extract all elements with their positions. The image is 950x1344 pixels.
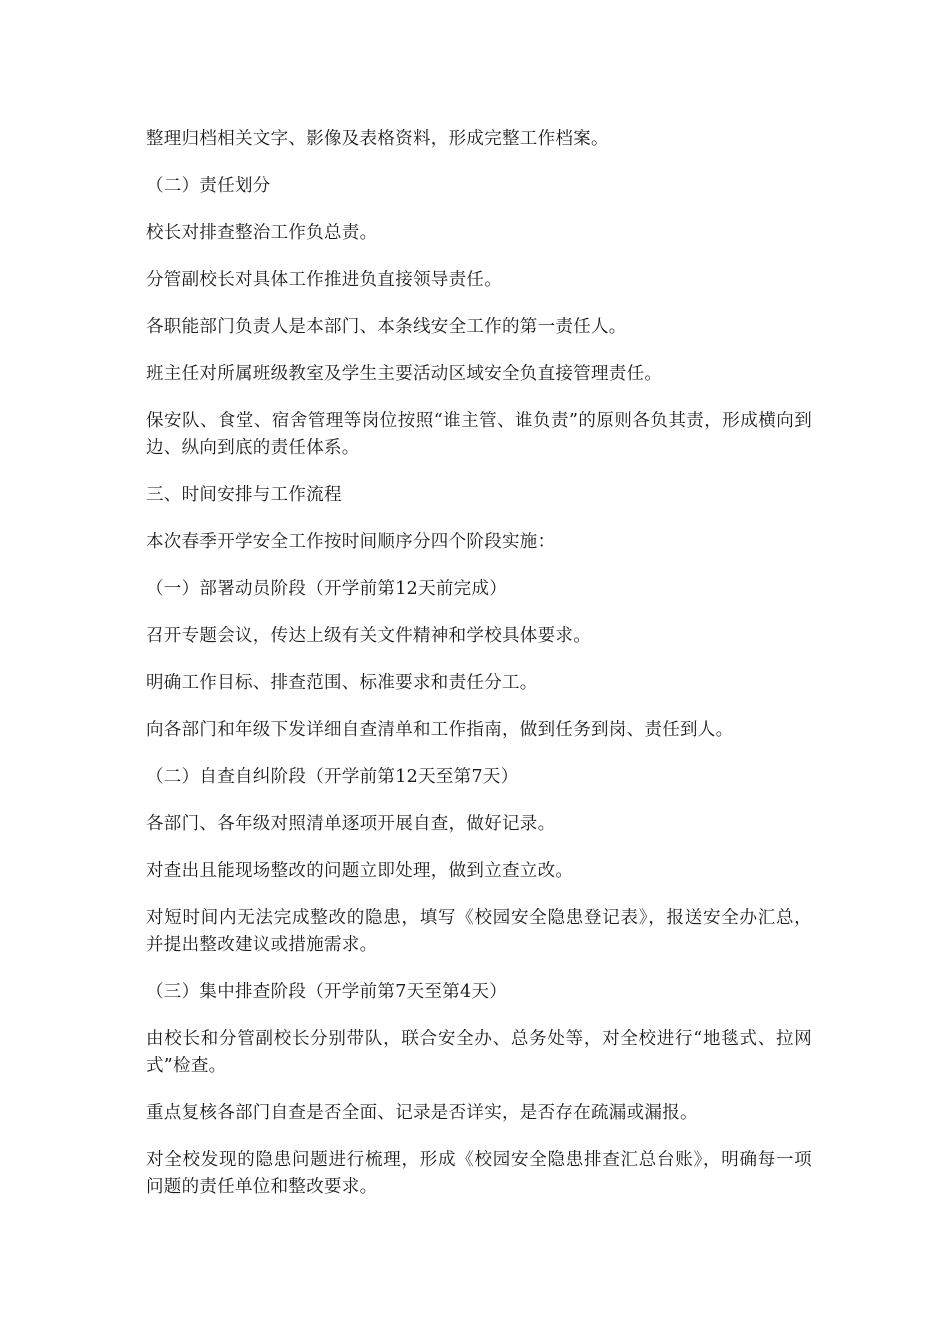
- document-body: [146, 126, 812, 1221]
- paragraph-immediate-fix: 对查出且能现场整改的问题立即处理，做到立查立改。: [146, 861, 574, 881]
- paragraph-four-stages-intro: 本次春季开学安全工作按时间顺序分四个阶段实施：: [146, 532, 556, 552]
- paragraph-hazard-ledger: 对全校发现的隐患问题进行梳理，形成《校园安全隐患排查汇总台账》，明确每一项问题的责任单位和整改要求。: [146, 1150, 812, 1197]
- paragraph-hazard-registration: 对短时间内无法完成整改的隐患，填写《校园安全隐患登记表》，报送安全办汇总，并提出整改建议或措施需求。: [146, 908, 812, 955]
- paragraph-vice-principal-responsibility: 分管副校长对具体工作推进负直接领导责任。: [146, 270, 502, 290]
- heading-responsibility-division: （二）责任划分: [146, 176, 271, 196]
- paragraph-issue-checklists: 向各部门和年级下发详细自查清单和工作指南，做到任务到岗、责任到人。: [146, 720, 734, 740]
- paragraph-security-canteen-dorm: 保安队、食堂、宿舍管理等岗位按照“谁主管、谁负责”的原则各负其责，形成横向到边、纵向到底的责任体系。: [146, 411, 812, 458]
- paragraph-archive-materials: 整理归档相关文字、影像及表格资料，形成完整工作档案。: [146, 129, 609, 149]
- heading-schedule-and-workflow: 三、时间安排与工作流程: [146, 485, 342, 505]
- heading-stage-deployment: （一）部署动员阶段（开学前第12天前完成）: [146, 579, 508, 599]
- heading-stage-centralized-inspection: （三）集中排查阶段（开学前第7天至第4天）: [146, 982, 508, 1002]
- paragraph-led-inspection: 由校长和分管副校长分别带队，联合安全办、总务处等，对全校进行“地毯式、拉网式”检查。: [146, 1029, 812, 1076]
- paragraph-special-meeting: 召开专题会议，传达上级有关文件精神和学校具体要求。: [146, 626, 591, 646]
- paragraph-item-by-item-check: 各部门、各年级对照清单逐项开展自查，做好记录。: [146, 814, 556, 834]
- heading-stage-self-inspection: （二）自查自纠阶段（开学前第12天至第7天）: [146, 767, 519, 787]
- paragraph-department-heads: 各职能部门负责人是本部门、本条线安全工作的第一责任人。: [146, 317, 627, 337]
- paragraph-principal-responsibility: 校长对排查整治工作负总责。: [146, 223, 378, 243]
- paragraph-review-self-checks: 重点复核各部门自查是否全面、记录是否详实，是否存在疏漏或漏报。: [146, 1103, 698, 1123]
- paragraph-clarify-goals: 明确工作目标、排查范围、标准要求和责任分工。: [146, 673, 538, 693]
- paragraph-class-teachers: 班主任对所属班级教室及学生主要活动区域安全负直接管理责任。: [146, 364, 663, 384]
